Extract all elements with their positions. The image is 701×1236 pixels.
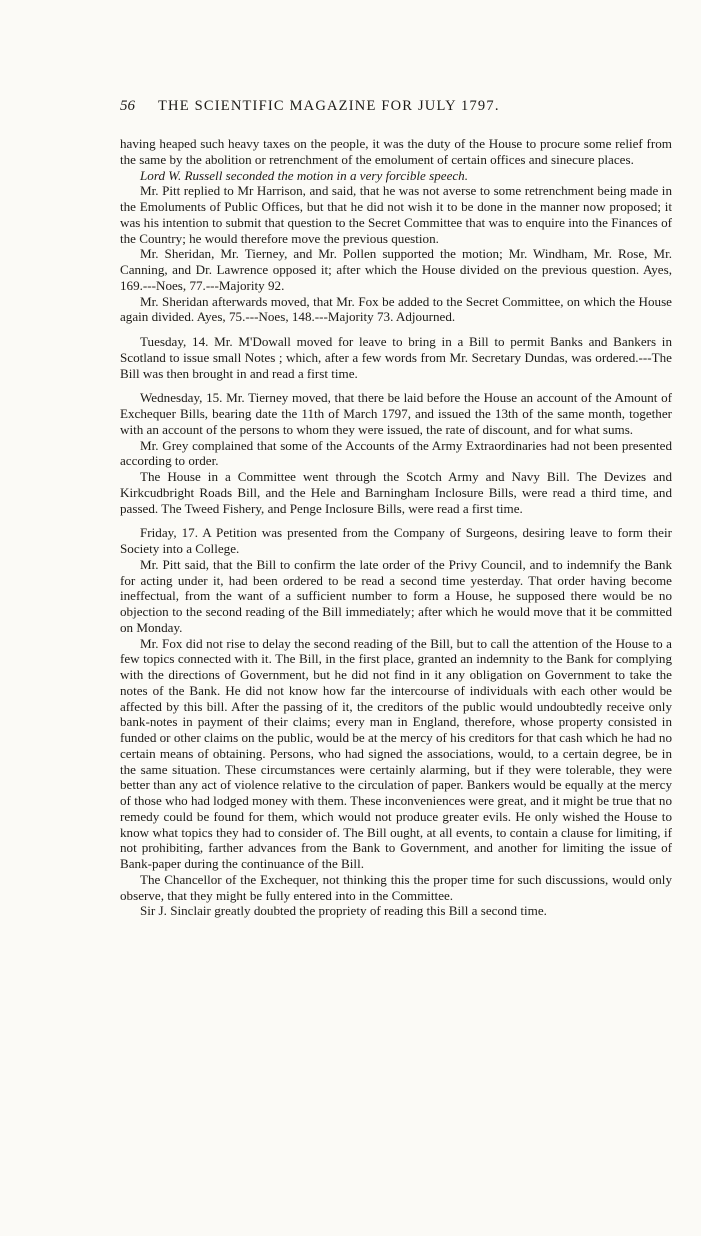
running-title: THE SCIENTIFIC MAGAZINE FOR JULY 1797. <box>158 98 500 114</box>
paragraph: having heaped such heavy taxes on the people, it was the duty of the House to procure some relief from the same by the abolition or retrenchment of the emolument of certain offices and sinecure places. <box>120 136 672 167</box>
paragraph: Sir J. Sinclair greatly doubted the propriety of reading this Bill a second time. <box>140 903 547 919</box>
running-header <box>120 98 672 124</box>
paragraph: Friday, 17. A Petition was presented from the Company of Surgeons, desiring leave to form their Society into a College. <box>120 525 672 556</box>
page-number: 56 <box>120 98 135 114</box>
paragraph: The House in a Committee went through the Scotch Army and Navy Bill. The Devizes and Kirkcudbright Roads Bill, and the Hele and Barningham Inclosure Bills, were read a third time, and passed. The Tweed Fishery, and Penge Inclosure Bills, were read a first time. <box>120 469 672 516</box>
article-body <box>120 136 672 919</box>
paragraph: Mr. Pitt replied to Mr Harrison, and said, that he was not averse to some retrenchment being made in the Emoluments of Public Offices, but that he did not wish it to be done in the manner now proposed; it was his intention to submit that question to the Secret Committee that was to enquire into the Finances of the Country; he would therefore move the previous question. <box>120 183 672 246</box>
paragraph: Mr. Sheridan afterwards moved, that Mr. Fox be added to the Secret Committee, on which the House again divided. Ayes, 75.---Noes, 148.---Majority 73. Adjourned. <box>120 293 672 325</box>
paragraph: Mr. Fox did not rise to delay the second reading of the Bill, but to call the attention of the House to a few topics connected with it. The Bill, in the first place, granted an indemnity to the Bank for complying with the directions of Government, but he did not find in it any obligation on Government to take the notes of the Bank. He did not know how far the intercourse of individuals with each other would be affected by this bill. After the passing of it, the creditors of the public would undoubtedly receive only bank-notes in payment of their claims; every man in England, therefore, whose property consisted in funded or other claims on the public, would be at the mercy of his creditors for that cash which he had no certain means of obtaining. Persons, who had signed the associations, would, to a certain degree, be in the same situation. These circumstances were certainly alarming, but if they were tolerable, they were better than any act of violence relative to the circulation of paper. Bankers would be equally at the mercy of those who had lodged money with them. These inconveniences were great, and it might be true that no remedy could be found for them, which would not produce greater evils. He only wished the House to know what topics they had to consider of. The Bill ought, at all events, to contain a clause for limiting, if not prohibiting, farther advances from the Bank to Government, and another for limiting the issue of Bank-paper during the continuance of the Bill. <box>120 635 672 871</box>
paragraph: Mr. Grey complained that some of the Accounts of the Army Extraordinaries had not been presented according to order. <box>120 437 672 469</box>
page <box>120 98 672 919</box>
paragraph: Wednesday, 15. Mr. Tierney moved, that there be laid before the House an account of the Amount of Exchequer Bills, bearing date the 11th of March 1797, and issued the 13th of the same month, together with an account of the persons to whom they were issued, the rate of discount, and for what sums. <box>120 390 672 437</box>
paragraph: Lord W. Russell seconded the motion in a very forcible speech. <box>140 167 469 183</box>
paragraph: Tuesday, 14. Mr. M'Dowall moved for leave to bring in a Bill to permit Banks and Bankers in Scotland to issue small Notes ; which, after a few words from Mr. Secretary Dundas, was ordered.---The Bill was then brought in and read a first time. <box>120 334 672 381</box>
paragraph: The Chancellor of the Exchequer, not thinking this the proper time for such discussions, would only observe, that they might be fully entered into in the Committee. <box>120 871 672 903</box>
paragraph: Mr. Sheridan, Mr. Tierney, and Mr. Pollen supported the motion; Mr. Windham, Mr. Rose, Mr. Canning, and Dr. Lawrence opposed it; after which the House divided on the previous question. Ayes, 169.---Noes, 77.---Majority 92. <box>120 246 672 293</box>
paragraph: Mr. Pitt said, that the Bill to confirm the late order of the Privy Council, and to indemnify the Bank for acting under it, had been ordered to be read a second time yesterday. That order having become ineffectual, from the want of a sufficient number to form a House, he supposed there would be no objection to the second reading of the Bill immediately; after which he would move that it be committed on Monday. <box>120 556 672 635</box>
